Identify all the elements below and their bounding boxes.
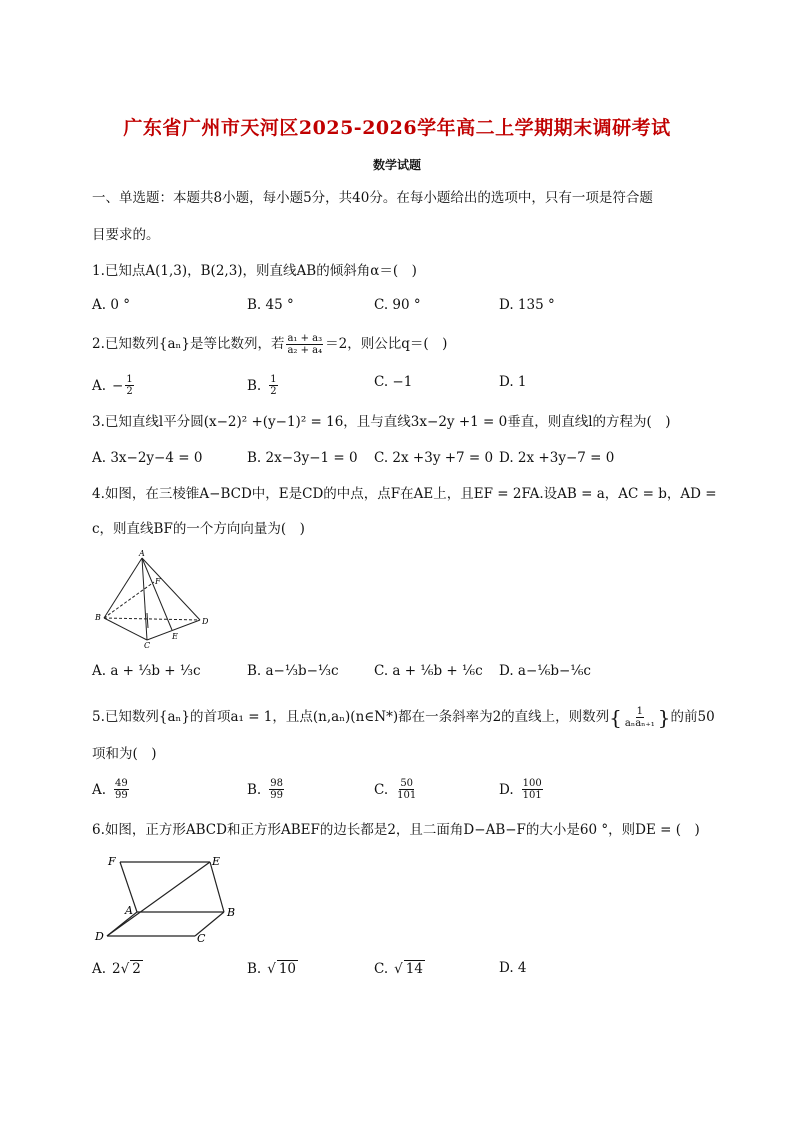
question-5-line1: 5.已知数列{aₙ}的首项a₁ = 1，且点(n,aₙ)(n∈N*)都在一条斜率为2的直线上，则数列{ $\frac{1}{\text{aₙaₙ₊₁}}$ }的前50	[92, 705, 715, 730]
question-2-text	[92, 333, 712, 356]
q1-option-c[interactable]: C. 90 °	[374, 297, 421, 313]
question-6-options	[92, 960, 712, 982]
q2-option-a[interactable]: A. − $\frac{1}{2}$	[92, 374, 133, 397]
q5-sequence-fraction: $\frac{1}{\text{aₙaₙ₊₁}}$	[624, 706, 655, 729]
fig4-label-e: E	[172, 632, 178, 641]
q6-option-a[interactable]: A. 2 √ 2	[92, 960, 141, 977]
q2-ratio-fraction: $\frac{\text{a₁ + a₃}}{\text{a₂ + a₄}}$	[287, 333, 323, 356]
q2-option-c[interactable]: C. −1	[374, 374, 413, 390]
q3-option-d[interactable]: D. 2x +3y−7 = 0	[499, 450, 615, 466]
fig6-label-e: E	[212, 855, 221, 868]
q2-option-b[interactable]: B. $\frac{1}{2}$	[247, 374, 277, 397]
q5-option-b[interactable]: B. $\frac{98}{99}$	[247, 778, 283, 801]
q6-option-c[interactable]: C. √ 14	[374, 960, 423, 977]
q3-option-c[interactable]: C. 2x +3y +7 = 0	[374, 450, 494, 466]
q6-option-b[interactable]: B. √ 10	[247, 960, 297, 977]
question-4-line2: c，则直线BF的一个方向向量为( )	[92, 521, 305, 537]
fig4-label-f: F	[155, 577, 161, 586]
fig4-label-a: A	[139, 549, 145, 558]
q5-option-d[interactable]: D. $\frac{100}{101}$	[499, 778, 542, 801]
fig6-label-d: D	[95, 930, 104, 943]
fig6-label-f: F	[108, 855, 116, 868]
q1-option-b[interactable]: B. 45 °	[247, 297, 294, 313]
exam-title: 广东省广州市天河区2025-2026学年高二上学期期末调研考试	[123, 117, 671, 139]
question-2-options	[92, 374, 712, 396]
question-1-options	[92, 297, 712, 319]
q5-option-c[interactable]: C. $\frac{50}{101}$	[374, 778, 417, 801]
q4-option-d[interactable]: D. a−⅙b−⅙c	[499, 663, 591, 679]
section-heading-line2: 目要求的。	[92, 227, 160, 243]
squares-figure	[92, 852, 252, 947]
fig6-label-a: A	[125, 904, 133, 917]
question-4-options	[92, 663, 712, 685]
q4-option-b[interactable]: B. a−⅓b−⅓c	[247, 663, 339, 679]
question-3-options	[92, 450, 712, 472]
fig4-label-d: D	[202, 617, 209, 626]
question-1-text: 1.已知点A(1,3)，B(2,3)，则直线AB的倾斜角α＝( )	[92, 263, 417, 279]
q2-option-d[interactable]: D. 1	[499, 374, 527, 390]
fig6-label-b: B	[227, 906, 236, 919]
q3-option-a[interactable]: A. 3x−2y−4 = 0	[92, 450, 203, 466]
question-6-text: 6.如图，正方形ABCD和正方形ABEF的边长都是2，且二面角D−AB−F的大小是60 °，则DE = ( )	[92, 822, 700, 838]
tetrahedron-figure	[92, 548, 222, 648]
q1-option-d[interactable]: D. 135 °	[499, 297, 555, 313]
fig4-label-b: B	[95, 613, 101, 622]
question-3-text: 3.已知直线l平分圆(x−2)² +(y−1)² = 16，且与直线3x−2y +1 = 0垂直，则直线l的方程为( )	[92, 414, 671, 430]
q1-option-a[interactable]: A. 0 °	[92, 297, 130, 313]
q5-option-a[interactable]: A. $\frac{49}{99}$	[92, 778, 128, 801]
exam-subtitle: 数学试题	[372, 158, 421, 172]
section-heading-line1: 一、单选题：本题共8小题，每小题5分，共40分。在每小题给出的选项中，只有一项是符合题	[92, 190, 653, 206]
q3-option-b[interactable]: B. 2x−3y−1 = 0	[247, 450, 358, 466]
q2-text-pre: 2.已知数列{aₙ}是等比数列，若	[92, 336, 285, 352]
q2-text-post: ＝2，则公比q＝( )	[325, 336, 448, 352]
q6-option-d[interactable]: D. 4	[499, 960, 527, 976]
question-5-options	[92, 778, 712, 800]
question-5-line2: 项和为( )	[92, 746, 157, 762]
fig6-label-c: C	[197, 932, 206, 945]
q4-option-c[interactable]: C. a + ⅙b + ⅙c	[374, 663, 483, 679]
fig4-label-c: C	[144, 641, 151, 648]
q4-option-a[interactable]: A. a + ⅓b + ⅓c	[92, 663, 201, 679]
question-4-line1: 4.如图，在三棱锥A−BCD中，E是CD的中点，点F在AE上，且EF = 2FA.设AB = a，AC = b，AD =	[92, 486, 717, 502]
